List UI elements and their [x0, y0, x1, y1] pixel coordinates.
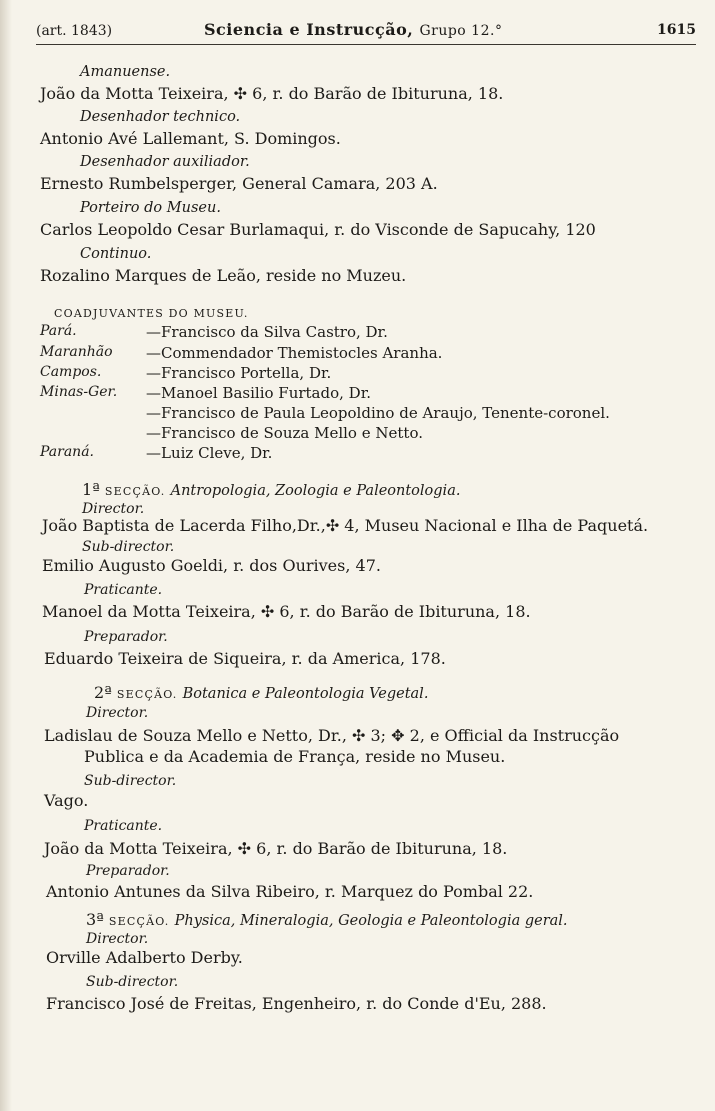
page-number: 1615 [657, 22, 696, 38]
role-title: Praticante. [84, 582, 163, 598]
entry-text: Ernesto Rumbelsperger, General Camara, 203 A. [40, 174, 438, 193]
coadjuvante-name: —Luiz Cleve, Dr. [146, 444, 273, 462]
entry-text: Rozalino Marques de Leão, reside no Muzeu. [40, 266, 407, 285]
section-label: SECÇÃO. [104, 485, 166, 498]
header-article-ref: (art. 1843) [36, 23, 113, 39]
role-title: Sub-director. [84, 773, 177, 789]
role-holder: Manoel da Motta Teixeira, ✣ 6, r. do Barão de Ibituruna, 18. [42, 602, 531, 621]
role-title: Sub-director. [86, 974, 179, 990]
role-holder: Francisco José de Freitas, Engenheiro, r. do Conde d'Eu, 288. [46, 994, 547, 1013]
section-label: SECÇÃO. [108, 915, 170, 928]
header-rule [36, 44, 696, 45]
role-title: Sub-director. [82, 539, 175, 555]
entry-text: Antonio Avé Lallemant, S. Domingos. [40, 129, 341, 148]
entry-title: Porteiro do Museu. [80, 200, 221, 216]
coadjuvante-name: —Francisco de Souza Mello e Netto. [146, 424, 423, 442]
header-title [204, 20, 502, 39]
coadjuvante-name: —Francisco Portella, Dr. [146, 364, 332, 382]
role-title: Director. [82, 501, 145, 517]
coadjuvante-name: —Commendador Themistocles Aranha. [146, 344, 443, 362]
entry-title: Desenhador auxiliador. [80, 154, 250, 170]
entry-text: Carlos Leopoldo Cesar Burlamaqui, r. do Visconde de Sapucahy, 120 [40, 220, 596, 239]
section-number: 2ª [94, 683, 112, 702]
page-edge-stain [0, 0, 12, 1111]
role-title: Director. [86, 705, 149, 721]
role-holder-cont: Publica e da Academia de França, reside no Museu. [84, 747, 506, 766]
role-holder: João da Motta Teixeira, ✣ 6, r. do Barão de Ibituruna, 18. [44, 839, 508, 858]
coadjuvantes-heading: COADJUVANTES DO MUSEU. [54, 307, 249, 320]
entry-title: Continuo. [80, 246, 152, 262]
coadjuvante-name: —Francisco da Silva Castro, Dr. [146, 323, 388, 341]
entry-text: João da Motta Teixeira, ✣ 6, r. do Barão de Ibituruna, 18. [40, 84, 504, 103]
section-subject: Antropologia, Zoologia e Paleontologia. [170, 483, 461, 499]
coadjuvante-place: Paraná. [40, 444, 94, 460]
role-holder: Vago. [44, 791, 89, 810]
section-number: 3ª [86, 910, 104, 929]
section-2-heading [94, 683, 428, 705]
role-title: Preparador. [86, 863, 170, 879]
entry-title: Desenhador technico. [80, 109, 241, 125]
section-number: 1ª [82, 480, 100, 499]
role-holder: Ladislau de Souza Mello e Netto, Dr., ✣ 3; ✥ 2, e Official da Instrucção [44, 726, 620, 745]
role-title: Preparador. [84, 629, 168, 645]
role-holder: Eduardo Teixeira de Siqueira, r. da America, 178. [44, 649, 446, 668]
section-subject: Physica, Mineralogia, Geologia e Paleontologia geral. [174, 913, 568, 929]
coadjuvante-place: Minas-Ger. [40, 384, 118, 400]
section-3-heading [86, 910, 568, 932]
coadjuvante-place: Maranhão [40, 344, 113, 360]
coadjuvante-name: —Manoel Basilio Furtado, Dr. [146, 384, 371, 402]
header-group: Grupo 12.° [419, 23, 503, 39]
header-title-bold: Sciencia e Instrucção, [204, 20, 414, 39]
coadjuvante-name: —Francisco de Paula Leopoldino de Araujo, Tenente-coronel. [146, 404, 610, 422]
role-title: Praticante. [84, 818, 163, 834]
role-title: Director. [86, 931, 149, 947]
running-header [36, 20, 696, 46]
coadjuvante-place: Campos. [40, 364, 102, 380]
role-holder: Orville Adalberto Derby. [46, 948, 243, 967]
role-holder: João Baptista de Lacerda Filho,Dr.,✣ 4, Museu Nacional e Ilha de Paquetá. [42, 516, 649, 535]
coadjuvante-place: Pará. [40, 323, 77, 339]
role-holder: Emilio Augusto Goeldi, r. dos Ourives, 47. [42, 556, 381, 575]
section-label: SECÇÃO. [116, 688, 178, 701]
entry-title: Amanuense. [80, 64, 171, 80]
role-holder: Antonio Antunes da Silva Ribeiro, r. Marquez do Pombal 22. [46, 882, 534, 901]
section-subject: Botanica e Paleontologia Vegetal. [182, 686, 429, 702]
